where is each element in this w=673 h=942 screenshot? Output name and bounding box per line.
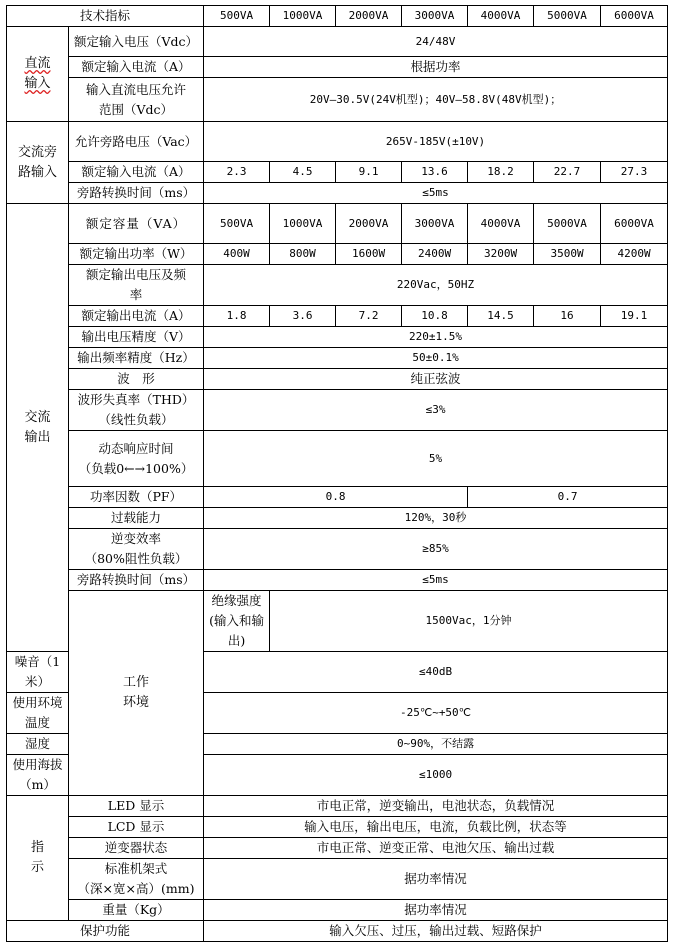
bypass-switch-value: ≤5ms <box>204 183 668 204</box>
dc-input-group <box>7 27 69 122</box>
dc-rated-current-value: 根据功率 <box>204 57 668 78</box>
overload-label: 过载能力 <box>69 508 204 529</box>
capacity-cell: 3000VA <box>402 204 468 244</box>
voltage-accuracy-label: 输出电压精度（V） <box>69 327 204 348</box>
dc-range-label: 输入直流电压允许 范围（Vdc） <box>69 78 204 122</box>
power-cell: 1600W <box>336 244 402 265</box>
environment-group: 工作 环境 <box>69 591 204 796</box>
spec-table <box>6 5 668 942</box>
humidity-label: 湿度 <box>7 734 69 755</box>
bypass-switch-row <box>7 183 668 204</box>
bypass-current-cell: 9.1 <box>336 162 402 183</box>
capacity-label: 额定容量（VA） <box>69 204 204 244</box>
efficiency-row <box>7 529 668 570</box>
pf-label: 功率因数（PF） <box>69 487 204 508</box>
altitude-label: 使用海拔（m） <box>7 755 69 796</box>
output-switch-label: 旁路转换时间（ms） <box>69 570 204 591</box>
model-3000: 3000VA <box>402 6 468 27</box>
voltage-accuracy-value: 220±1.5% <box>204 327 668 348</box>
bypass-voltage-label: 允许旁路电压（Vac） <box>69 122 204 162</box>
dc-rated-voltage-label <box>69 27 204 57</box>
output-current-cell: 14.5 <box>468 306 534 327</box>
efficiency-value: ≥85% <box>204 529 668 570</box>
power-cell: 400W <box>204 244 270 265</box>
power-cell: 3500W <box>534 244 601 265</box>
spec-label: 技术指标 <box>7 6 204 27</box>
thd-value: ≤3% <box>204 390 668 431</box>
power-row <box>7 244 668 265</box>
voltage-freq-row <box>7 265 668 306</box>
capacity-row <box>7 204 668 244</box>
waveform-value: 纯正弦波 <box>204 369 668 390</box>
bypass-current-cell: 27.3 <box>601 162 668 183</box>
power-cell: 2400W <box>402 244 468 265</box>
output-current-cell: 16 <box>534 306 601 327</box>
output-current-label: 额定输出电流（A） <box>69 306 204 327</box>
capacity-cell: 5000VA <box>534 204 601 244</box>
capacity-cell: 2000VA <box>336 204 402 244</box>
thd-row <box>7 390 668 431</box>
pf-value-high: 0.7 <box>468 487 668 508</box>
bypass-current-cell: 2.3 <box>204 162 270 183</box>
ac-bypass-group: 交流旁 路输入 <box>7 122 69 204</box>
voltage-freq-label: 额定输出电压及频 率 <box>69 265 204 306</box>
noise-value: ≤40dB <box>204 652 668 693</box>
dc-input-group-label: 直流 输入 <box>24 56 51 91</box>
pf-row <box>7 487 668 508</box>
dc-rated-voltage-value: 24/48V <box>204 27 668 57</box>
insulation-label: 绝缘强度(输入和输 出) <box>204 591 270 652</box>
pf-value-low: 0.8 <box>204 487 468 508</box>
output-switch-row <box>7 570 668 591</box>
dynamic-label: 动态响应时间 （负载0←→100%） <box>69 431 204 487</box>
lcd-value: 输入电压，输出电压，电流，负载比例，状态等 <box>204 817 668 838</box>
capacity-cell: 500VA <box>204 204 270 244</box>
temp-label: 使用环境温度 <box>7 693 69 734</box>
freq-accuracy-label: 输出频率精度（Hz） <box>69 348 204 369</box>
bypass-current-cell: 18.2 <box>468 162 534 183</box>
capacity-cell: 4000VA <box>468 204 534 244</box>
protection-label: 保护功能 <box>7 921 204 942</box>
protection-value: 输入欠压、过压，输出过载、短路保护 <box>204 921 668 942</box>
dc-range-value: 20V—30.5V(24V机型)；40V—58.8V(48V机型)； <box>204 78 668 122</box>
power-label: 额定输出功率（W） <box>69 244 204 265</box>
noise-label: 噪音（1米） <box>7 652 69 693</box>
insulation-row <box>7 591 668 652</box>
output-current-cell: 19.1 <box>601 306 668 327</box>
bypass-current-cell: 13.6 <box>402 162 468 183</box>
bypass-current-row <box>7 162 668 183</box>
rack-label: 标准机架式 （深×宽×高）(mm) <box>69 859 204 900</box>
bypass-switch-label: 旁路转换时间（ms） <box>69 183 204 204</box>
dc-rated-current-label: 额定输入电流（A） <box>69 57 204 78</box>
model-2000: 2000VA <box>336 6 402 27</box>
overload-value: 120%，30秒 <box>204 508 668 529</box>
humidity-value: 0~90%，不结露 <box>204 734 668 755</box>
lcd-row <box>7 817 668 838</box>
power-cell: 4200W <box>601 244 668 265</box>
efficiency-label: 逆变效率 （80%阻性负载） <box>69 529 204 570</box>
output-current-cell: 10.8 <box>402 306 468 327</box>
protection-row <box>7 921 668 942</box>
output-switch-value: ≤5ms <box>204 570 668 591</box>
weight-label: 重量（Kg） <box>69 900 204 921</box>
bypass-current-cell: 4.5 <box>270 162 336 183</box>
dc-rated-voltage-row <box>7 27 668 57</box>
dynamic-row <box>7 431 668 487</box>
insulation-value: 1500Vac，1分钟 <box>270 591 668 652</box>
capacity-cell: 6000VA <box>601 204 668 244</box>
output-current-row <box>7 306 668 327</box>
model-1000: 1000VA <box>270 6 336 27</box>
rack-row <box>7 859 668 900</box>
header-row <box>7 6 668 27</box>
waveform-label: 波 形 <box>69 369 204 390</box>
freq-accuracy-value: 50±0.1% <box>204 348 668 369</box>
indicator-group: 指 示 <box>7 796 69 921</box>
bypass-voltage-row <box>7 122 668 162</box>
dc-rated-current-row <box>7 57 668 78</box>
dynamic-value: 5% <box>204 431 668 487</box>
led-value: 市电正常，逆变输出，电池状态，负载情况 <box>204 796 668 817</box>
model-4000: 4000VA <box>468 6 534 27</box>
weight-row <box>7 900 668 921</box>
rack-value: 据功率情况 <box>204 859 668 900</box>
waveform-row <box>7 369 668 390</box>
model-6000: 6000VA <box>601 6 668 27</box>
dc-rated-voltage-text: 额定输入电压（Vdc） <box>73 33 199 49</box>
overload-row <box>7 508 668 529</box>
power-cell: 800W <box>270 244 336 265</box>
inverter-value: 市电正常、逆变正常、电池欠压、输出过载 <box>204 838 668 859</box>
model-5000: 5000VA <box>534 6 601 27</box>
thd-label: 波形失真率（THD） （线性负载） <box>69 390 204 431</box>
led-row <box>7 796 668 817</box>
altitude-value: ≤1000 <box>204 755 668 796</box>
inverter-row <box>7 838 668 859</box>
weight-value: 据功率情况 <box>204 900 668 921</box>
model-500: 500VA <box>204 6 270 27</box>
temp-value: -25℃~+50℃ <box>204 693 668 734</box>
bypass-voltage-value: 265V-185V(±10V) <box>204 122 668 162</box>
inverter-label: 逆变器状态 <box>69 838 204 859</box>
led-label: LED 显示 <box>69 796 204 817</box>
voltage-accuracy-row <box>7 327 668 348</box>
dc-range-row <box>7 78 668 122</box>
power-cell: 3200W <box>468 244 534 265</box>
output-current-cell: 3.6 <box>270 306 336 327</box>
lcd-label: LCD 显示 <box>69 817 204 838</box>
bypass-current-label: 额定输入电流（A） <box>69 162 204 183</box>
capacity-cell: 1000VA <box>270 204 336 244</box>
output-current-cell: 7.2 <box>336 306 402 327</box>
ac-output-group: 交流 输出 <box>7 204 69 652</box>
voltage-freq-value: 220Vac，50HZ <box>204 265 668 306</box>
bypass-current-cell: 22.7 <box>534 162 601 183</box>
output-current-cell: 1.8 <box>204 306 270 327</box>
freq-accuracy-row <box>7 348 668 369</box>
